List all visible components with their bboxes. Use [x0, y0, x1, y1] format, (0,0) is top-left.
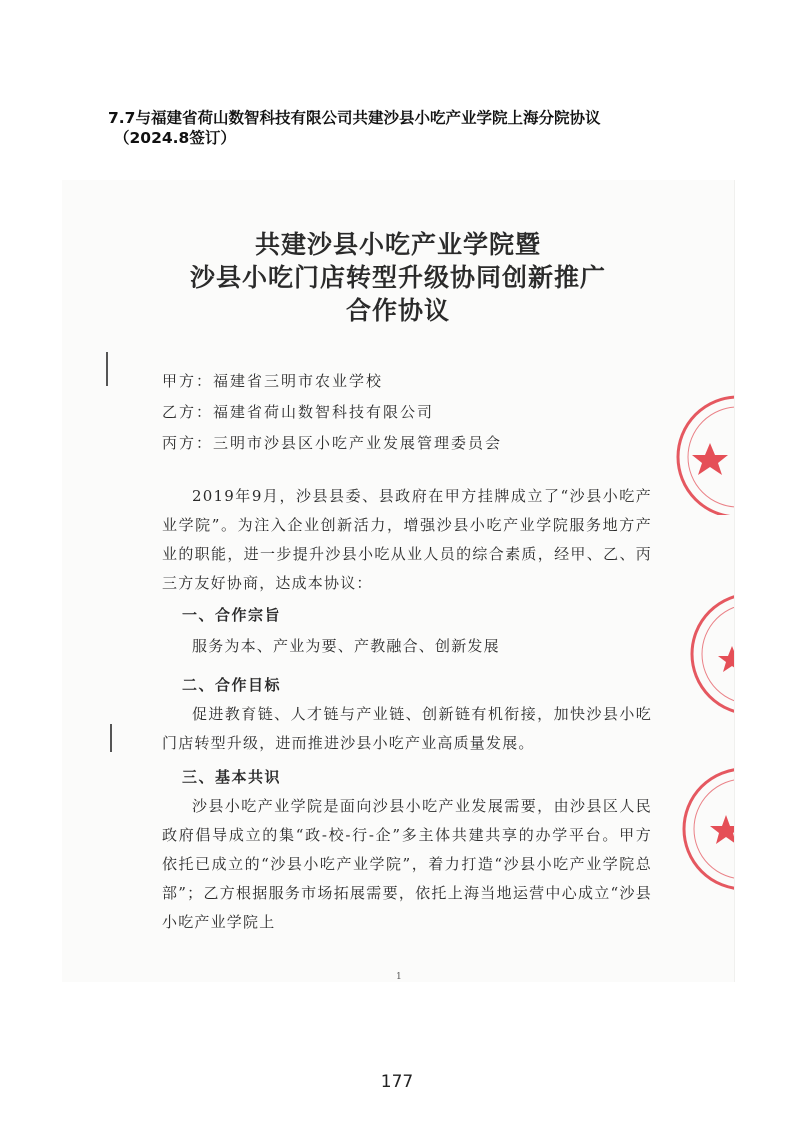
party-c: 丙方：三明市沙县区小吃产业发展管理委员会	[162, 434, 503, 452]
scan-binding-mark	[110, 724, 112, 752]
heading-line-1: 7.7与福建省荷山数智科技有限公司共建沙县小吃产业学院上海分院协议	[108, 109, 601, 127]
section-2-text: 促进教育链、人才链与产业链、创新链有机衔接，加快沙县小吃门店转型升级，进而推进沙县小吃产业高质量发展。	[162, 705, 652, 752]
party-a: 甲方：福建省三明市农业学校	[162, 372, 384, 390]
scan-page-number: 1	[396, 972, 402, 982]
agreement-title-line-2: 沙县小吃门店转型升级协同创新推广	[189, 263, 606, 292]
school-seal-icon	[682, 588, 734, 718]
company-seal-icon	[650, 395, 734, 515]
scanned-agreement-page	[62, 180, 735, 982]
agreement-title	[62, 228, 734, 327]
scan-binding-mark	[106, 352, 108, 386]
section-1-heading: 一、合作宗旨	[182, 606, 282, 624]
party-b: 乙方：福建省荷山数智科技有限公司	[162, 403, 435, 421]
agreement-title-line-1: 共建沙县小吃产业学院暨	[254, 230, 541, 259]
page-number: 177	[380, 1072, 414, 1092]
section-2-heading: 二、合作目标	[182, 676, 282, 694]
section-1-text: 服务为本、产业为要、产教融合、创新发展	[192, 637, 500, 655]
party-list	[162, 366, 502, 459]
committee-seal-icon	[672, 765, 734, 895]
intro-paragraph: 2019年9月，沙县县委、县政府在甲方挂牌成立了“沙县小吃产业学院”。为注入企业创新活力，增强沙县小吃产业学院服务地方产业的职能，进一步提升沙县小吃从业人员的综合素质，经甲、乙、丙三方友好协商，达成本协议：	[162, 487, 652, 592]
section-3-text: 沙县小吃产业学院是面向沙县小吃产业发展需要，由沙县区人民政府倡导成立的集“政-校-行-企”多主体共建共享的办学平台。甲方依托已成立的“沙县小吃产业学院”，着力打造“沙县小吃产业学院总部”；乙方根据服务市场拓展需要，依托上海当地运营中心成立“沙县小吃产业学院上	[162, 797, 652, 931]
agreement-title-line-3: 合作协议	[345, 296, 450, 325]
section-3-heading: 三、基本共识	[182, 768, 282, 786]
heading-line-2: （2024.8签订）	[114, 129, 236, 147]
document-heading	[108, 108, 748, 148]
